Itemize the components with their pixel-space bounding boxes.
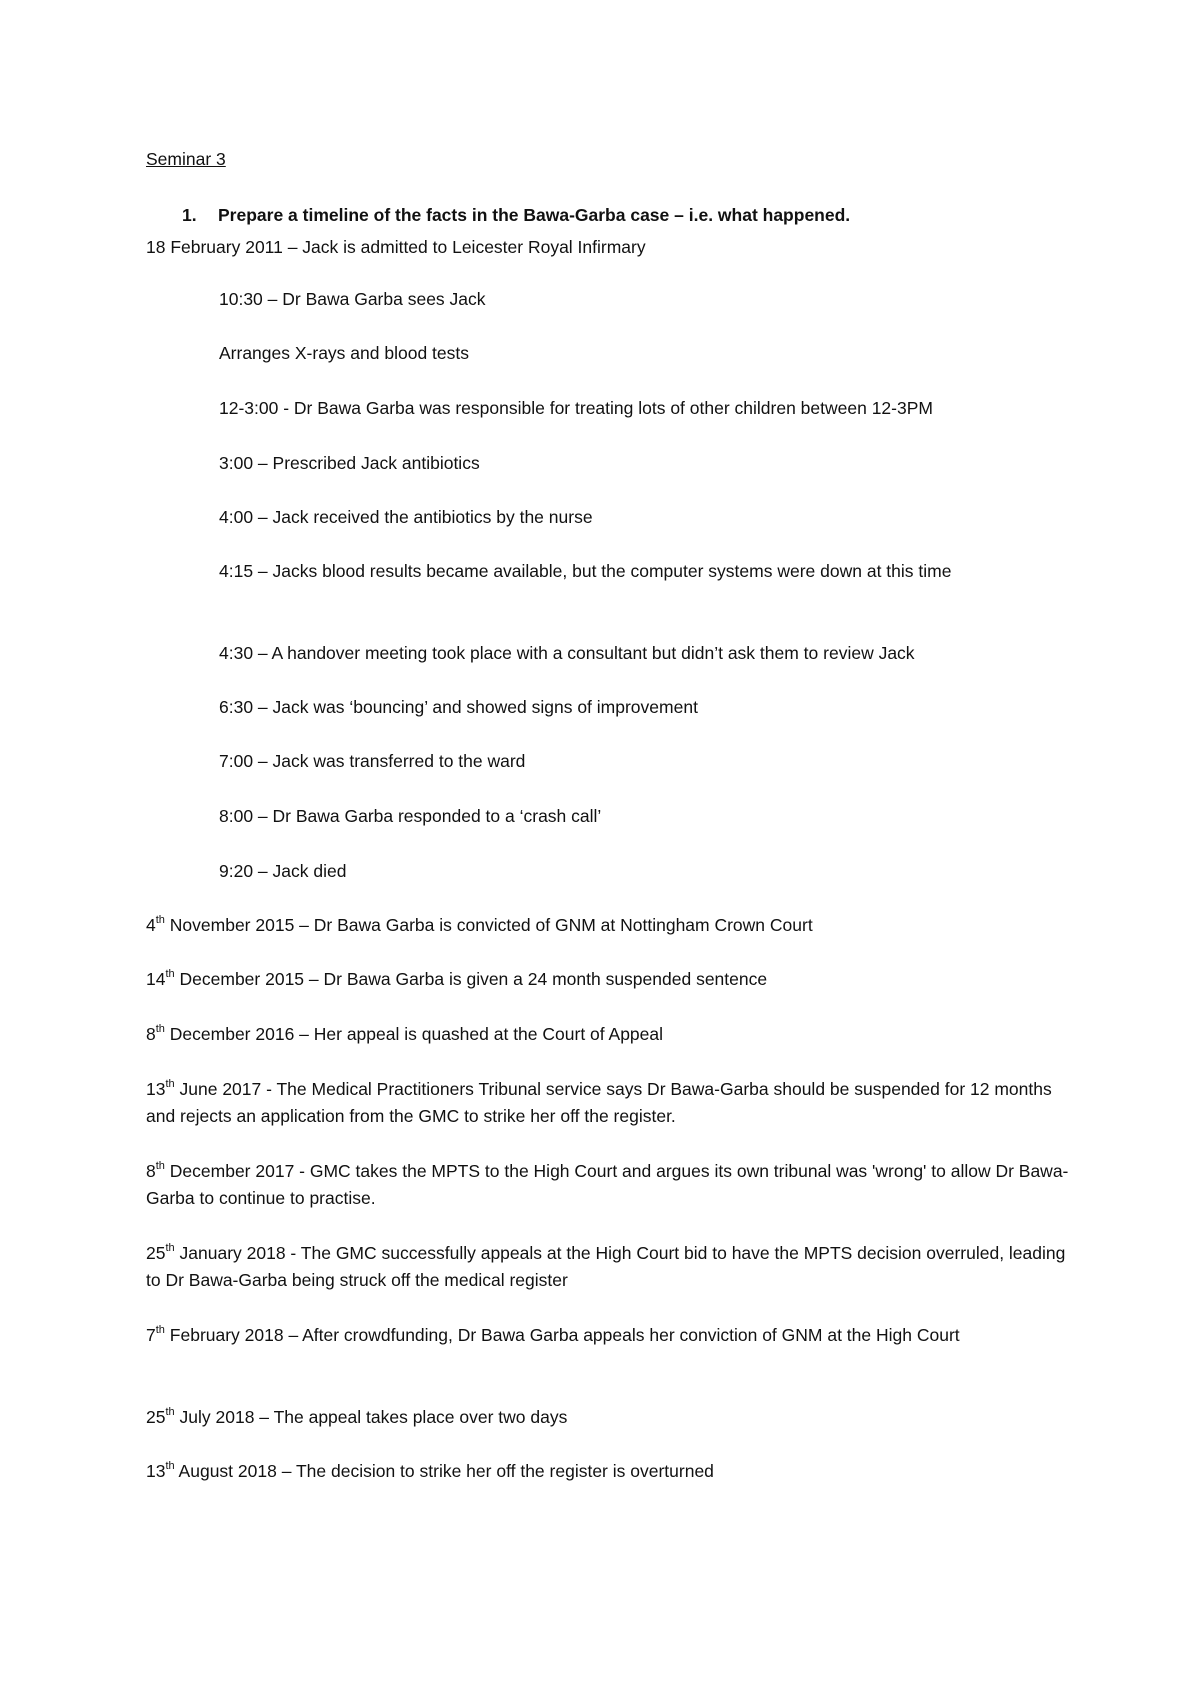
day-event: 4:00 – Jack received the antibiotics by the nurse	[219, 507, 593, 527]
entry-text: February 2018 – After crowdfunding, Dr Bawa Garba appeals her conviction of GNM at the High Court	[164, 1325, 960, 1345]
entry-ordinal: th	[155, 1160, 165, 1173]
timeline-entry	[146, 1240, 1076, 1294]
question-text: Prepare a timeline of the facts in the Bawa-Garba case – i.e. what happened.	[218, 205, 851, 225]
entry-text: July 2018 – The appeal takes place over two days	[174, 1407, 568, 1427]
timeline-entry	[146, 1076, 1076, 1130]
entry-ordinal: th	[155, 1023, 165, 1036]
day-event: Arranges X-rays and blood tests	[219, 343, 469, 363]
entry-ordinal: th	[165, 1242, 175, 1255]
entry-day: 13	[146, 1461, 166, 1481]
day-event: 12-3:00 - Dr Bawa Garba was responsible for treating lots of other children between 12-3PM	[219, 398, 933, 418]
entry-day: 7	[146, 1325, 156, 1345]
entry-text: December 2015 – Dr Bawa Garba is given a 24 month suspended sentence	[174, 969, 768, 989]
entry-text: December 2017 - GMC takes the MPTS to the High Court and argues its own tribunal was 'wrong' to allow Dr Bawa-Garba to continue to practise.	[146, 1161, 1069, 1208]
entry-text: November 2015 – Dr Bawa Garba is convicted of GNM at Nottingham Crown Court	[164, 915, 813, 935]
entry-ordinal: th	[165, 1406, 175, 1419]
entry-ordinal: th	[165, 1460, 175, 1473]
timeline-entry	[146, 966, 1076, 993]
entry-day: 25	[146, 1407, 166, 1427]
timeline-entry	[146, 1458, 1076, 1485]
question-number: 1.	[182, 205, 197, 225]
entry-day: 13	[146, 1079, 166, 1099]
day-event: 3:00 – Prescribed Jack antibiotics	[219, 453, 480, 473]
timeline-entry	[146, 1158, 1076, 1212]
day-event: 8:00 – Dr Bawa Garba responded to a ‘crash call’	[219, 806, 602, 826]
day-event: 4:15 – Jacks blood results became available, but the computer systems were down at this time	[219, 561, 952, 581]
day-event: 4:30 – A handover meeting took place with a consultant but didn’t ask them to review Jack	[219, 643, 915, 663]
day-event: 7:00 – Jack was transferred to the ward	[219, 751, 526, 771]
entry-day: 8	[146, 1161, 156, 1181]
entry-text: August 2018 – The decision to strike her off the register is overturned	[174, 1461, 714, 1481]
timeline-entry	[146, 1322, 1076, 1349]
entry-day: 14	[146, 969, 166, 989]
entry-day: 8	[146, 1024, 156, 1044]
document-title: Seminar 3	[146, 149, 226, 169]
day-event: 10:30 – Dr Bawa Garba sees Jack	[219, 289, 486, 309]
entry-text: January 2018 - The GMC successfully appeals at the High Court bid to have the MPTS decision overruled, leading to Dr Bawa-Garba being struck off the medical register	[146, 1243, 1066, 1290]
admission-entry: 18 February 2011 – Jack is admitted to Leicester Royal Infirmary	[146, 237, 646, 257]
entry-ordinal: th	[165, 968, 175, 981]
entry-text: December 2016 – Her appeal is quashed at the Court of Appeal	[164, 1024, 664, 1044]
timeline-entry	[146, 912, 1076, 939]
day-event: 9:20 – Jack died	[219, 861, 347, 881]
entry-day: 4	[146, 915, 156, 935]
entry-ordinal: th	[155, 1324, 165, 1337]
entry-ordinal: th	[165, 1078, 175, 1091]
entry-ordinal: th	[155, 914, 165, 927]
timeline-entry	[146, 1021, 1076, 1048]
question-heading	[182, 202, 850, 229]
entry-text: June 2017 - The Medical Practitioners Tribunal service says Dr Bawa-Garba should be suspended for 12 months and rejects an application from the GMC to strike her off the register.	[146, 1079, 1052, 1126]
entry-day: 25	[146, 1243, 166, 1263]
day-event: 6:30 – Jack was ‘bouncing’ and showed signs of improvement	[219, 697, 698, 717]
timeline-entry	[146, 1404, 1076, 1431]
